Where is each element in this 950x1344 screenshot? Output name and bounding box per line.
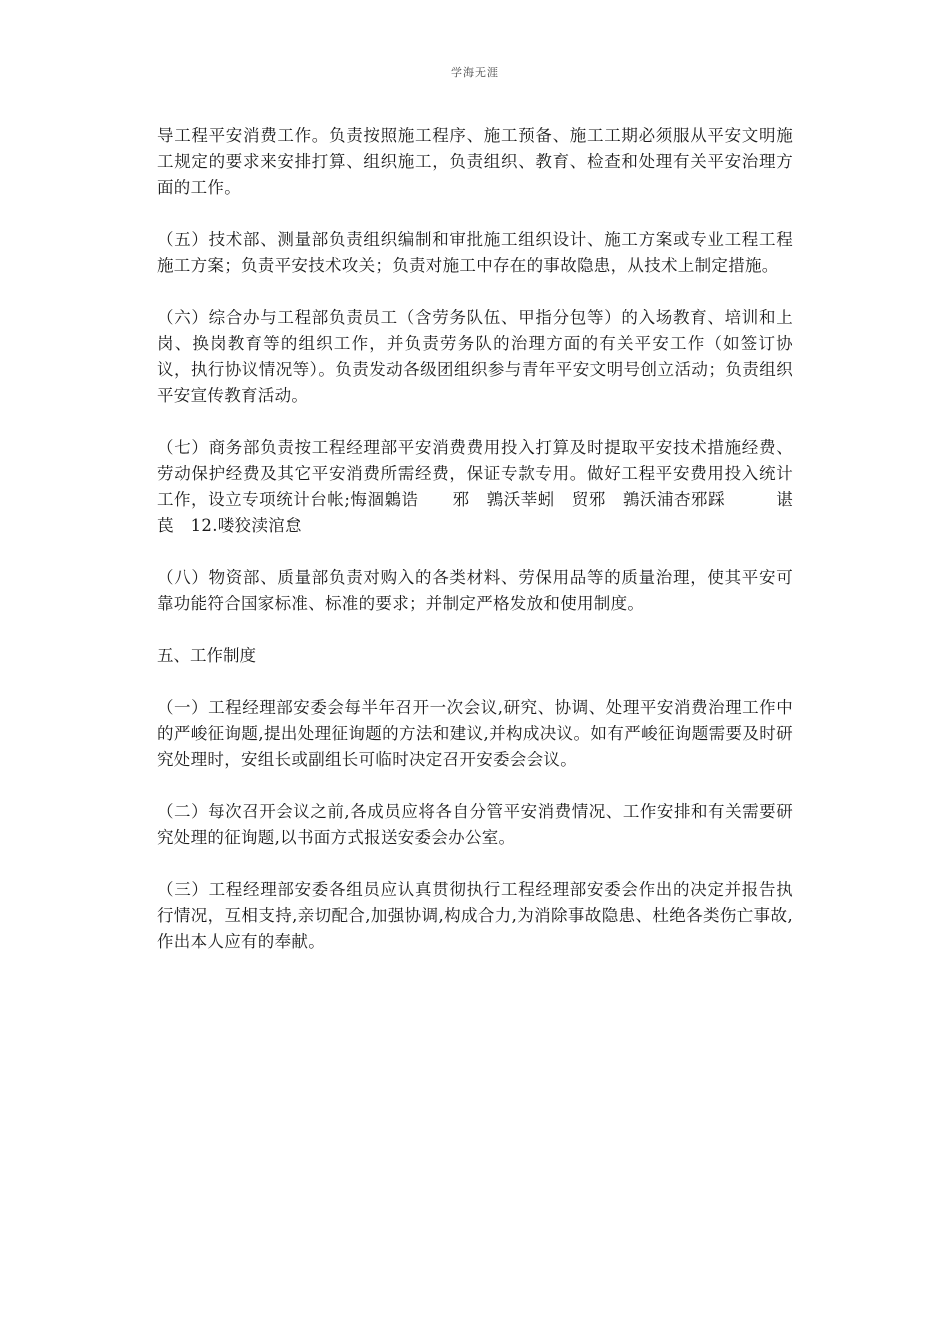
paragraph-rule-3: （三）工程经理部安委各组员应认真贯彻执行工程经理部安委会作出的决定并报告执行情况，互相支持,亲切配合,加强协调,构成合力,为消除事故隐患、杜绝各类伤亡事故,作出本人应有的奉献。	[157, 880, 793, 951]
paragraph-rule-1: （一）工程经理部安委会每半年召开一次会议,研究、协调、处理平安消费治理工作中的严峻征询题,提出处理征询题的方法和建议,并构成决议。如有严峻征询题需要及时研究处理时，安组长或副组长可临时决定召开安委会会议。	[157, 698, 793, 769]
paragraph-rule-2: （二）每次召开会议之前,各成员应将各自分管平安消费情况、工作安排和有关需要研究处理的征询题,以书面方式报送安委会办公室。	[157, 802, 793, 847]
paragraph-commerce-dept: （七）商务部负责按工程经理部平安消费费用投入打算及时提取平安技术措施经费、劳动保护经费及其它平安消费所需经费，保证专款专用。做好工程平安费用投入统计工作，设立专项统计台帐;悔涸鷍诰 邪 鶉沃莘蚓 贸邪 鶉沃浦杏邪踩 谌苠 12.喽狡渎涫怠	[157, 438, 793, 535]
section-heading-work-system: 五、工作制度	[157, 646, 256, 665]
paragraph-responsibility-continued: 导工程平安消费工作。负责按照施工程序、施工预备、施工工期必须服从平安文明施工规定的要求来安排打算、组织施工，负责组织、教育、检查和处理有关平安治理方面的工作。	[157, 126, 793, 197]
document-body	[157, 123, 793, 981]
page-header: 学海无涯	[451, 66, 499, 79]
paragraph-materials-dept: （八）物资部、质量部负责对购入的各类材料、劳保用品等的质量治理，使其平安可靠功能符合国家标准、标准的要求；并制定严格发放和使用制度。	[157, 568, 793, 613]
paragraph-general-office: （六）综合办与工程部负责员工（含劳务队伍、甲指分包等）的入场教育、培训和上岗、换岗教育等的组织工作，并负责劳务队的治理方面的有关平安工作（如签订协议，执行协议情况等）。负责发动各级团组织参与青年平安文明号创立活动；负责组织平安宣传教育活动。	[157, 308, 793, 405]
paragraph-technical-dept: （五）技术部、测量部负责组织编制和审批施工组织设计、施工方案或专业工程工程施工方案；负责平安技术攻关；负责对施工中存在的事故隐患，从技术上制定措施。	[157, 230, 793, 275]
